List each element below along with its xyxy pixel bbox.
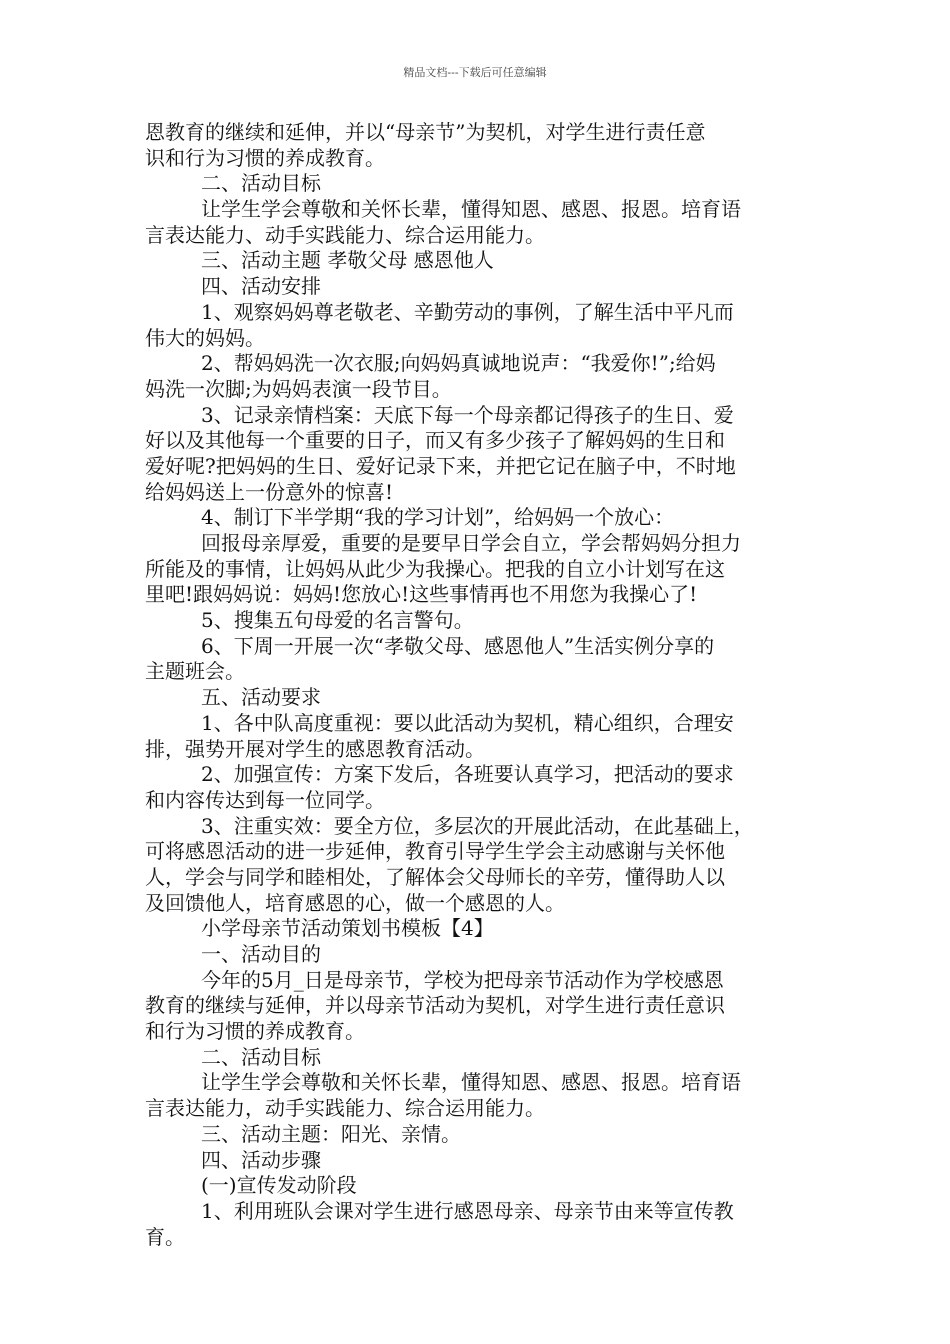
text-line: 和行为习惯的养成教育。	[145, 1019, 365, 1044]
text-line: 1、观察妈妈尊老敬老、辛勤劳动的事例，了解生活中平凡而	[201, 299, 734, 324]
text-line: 一、活动目的	[201, 942, 321, 966]
text-line: (一)宣传发动阶段	[201, 1173, 357, 1198]
text-line: 2、加强宣传：方案下发后，各班要认真学习，把活动的要求	[201, 762, 734, 787]
text-line: 2、帮妈妈洗一次衣服;向妈妈真诚地说声：“我爱你!”;给妈	[201, 351, 716, 376]
text-line: 3、注重实效：要全方位，多层次的开展此活动，在此基础上，	[201, 813, 754, 838]
text-line: 恩教育的继续和延伸，并以“母亲节”为契机，对学生进行责任意	[145, 120, 706, 144]
text-line: 3、记录亲情档案：天底下每一个母亲都记得孩子的生日、爱	[201, 402, 734, 427]
page-header: 精品文档---下载后可任意编辑	[403, 66, 547, 79]
text-line: 5、搜集五句母爱的名言警句。	[201, 608, 474, 633]
text-line: 1、各中队高度重视：要以此活动为契机，精心组织，合理安	[201, 710, 734, 735]
text-line: 和内容传达到每一位同学。	[145, 787, 385, 812]
text-line: 让学生学会尊敬和关怀长辈，懂得知恩、感恩、报恩。培育语	[201, 197, 741, 222]
text-line: 今年的5月_日是母亲节，学校为把母亲节活动作为学校感恩	[201, 967, 724, 992]
text-line: 回报母亲厚爱，重要的是要早日学会自立，学会帮妈妈分担力	[201, 531, 741, 555]
text-line: 二、活动目标	[201, 171, 321, 196]
text-line: 里吧!跟妈妈说：妈妈!您放心!这些事情再也不用您为我操心了!	[145, 582, 698, 607]
text-line: 伟大的妈妈。	[145, 325, 265, 350]
text-line: 让学生学会尊敬和关怀长辈，懂得知恩、感恩、报恩。培育语	[201, 1070, 741, 1095]
text-line: 及回馈他人，培育感恩的心，做一个感恩的人。	[145, 890, 565, 915]
text-line: 言表达能力，动手实践能力、综合运用能力。	[145, 1096, 545, 1121]
text-line: 二、活动目标	[201, 1044, 321, 1069]
text-line: 给妈妈送上一份意外的惊喜!	[145, 479, 394, 504]
text-line: 言表达能力、动手实践能力、综合运用能力。	[145, 222, 545, 247]
text-line: 小学母亲节活动策划书模板【4】	[201, 916, 494, 941]
text-line: 6、下周一开展一次“孝敬父母、感恩他人”生活实例分享的	[201, 633, 715, 658]
text-line: 三、活动主题 孝敬父母 感恩他人	[201, 248, 494, 273]
text-line: 排，强势开展对学生的感恩教育活动。	[145, 736, 485, 761]
text-line: 四、活动安排	[201, 274, 321, 299]
text-line: 4、制订下半学期“我的学习计划”，给妈妈一个放心：	[201, 505, 675, 530]
text-line: 教育的继续与延伸，并以母亲节活动为契机，对学生进行责任意识	[145, 993, 725, 1018]
text-line: 四、活动步骤	[201, 1147, 321, 1172]
text-line: 三、活动主题：阳光、亲情。	[201, 1121, 461, 1146]
text-line: 妈洗一次脚;为妈妈表演一段节目。	[145, 376, 452, 401]
text-line: 好以及其他每一个重要的日子，而又有多少孩子了解妈妈的生日和	[145, 428, 725, 453]
text-line: 爱好呢?把妈妈的生日、爱好记录下来，并把它记在脑子中，不时地	[145, 453, 736, 478]
text-line: 可将感恩活动的进一步延伸，教育引导学生学会主动感谢与关怀他	[145, 839, 725, 864]
text-line: 所能及的事情，让妈妈从此少为我操心。把我的自立小计划写在这	[145, 556, 725, 581]
text-line: 主题班会。	[145, 659, 245, 684]
text-line: 人，学会与同学和睦相处，了解体会父母师长的辛劳，懂得助人以	[145, 864, 725, 889]
text-line: 识和行为习惯的养成教育。	[145, 145, 385, 170]
document-body	[145, 120, 811, 1250]
text-line: 1、利用班队会课对学生进行感恩母亲、母亲节由来等宣传教	[201, 1198, 734, 1223]
text-line: 五、活动要求	[201, 685, 321, 710]
text-line: 育。	[145, 1224, 185, 1249]
